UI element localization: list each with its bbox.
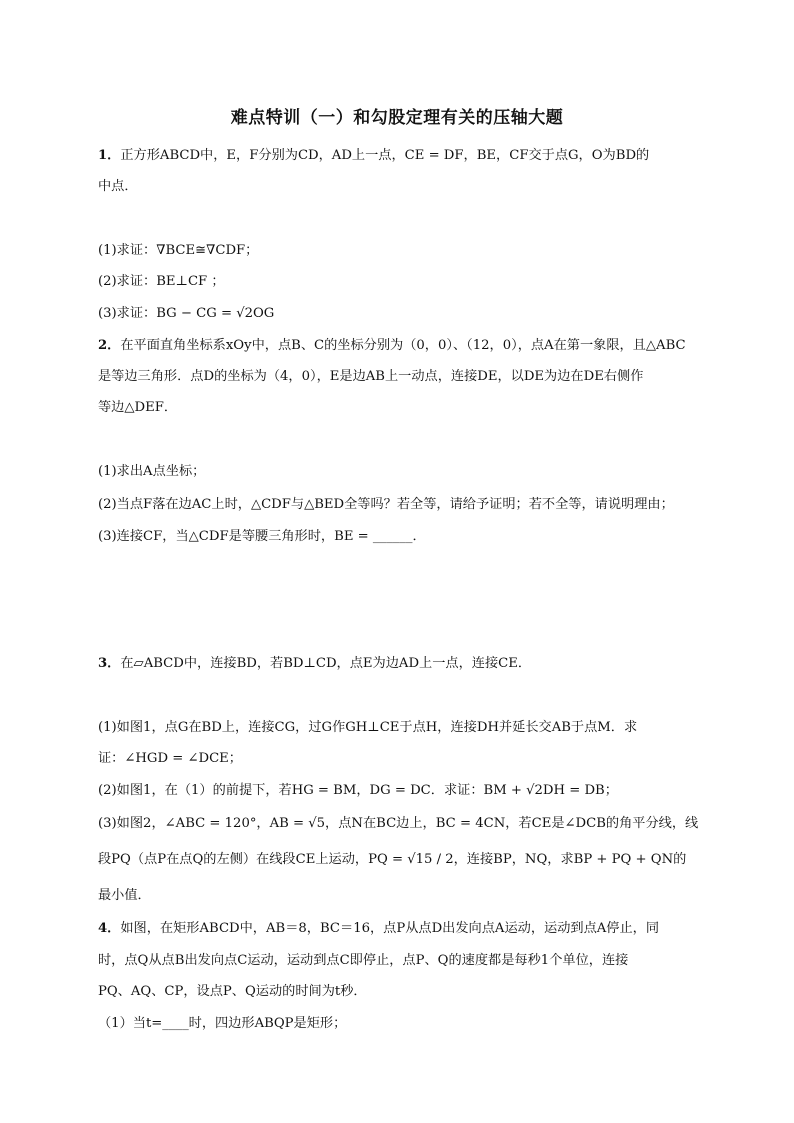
q3-part-3-cont: 段PQ（点P在点Q的左侧）在线段CE上运动，PQ = √15 / 2，连接BP，NQ，求BP + PQ + QN的 bbox=[98, 852, 687, 867]
q2-line-1 bbox=[98, 336, 702, 356]
q3-part-1-cont: 证：∠HGD = ∠DCE； bbox=[98, 751, 242, 766]
q1-line-1 bbox=[98, 146, 702, 166]
q1-text: 正方形ABCD中，E，F分别为CD，AD上一点，CE = DF，BE，CF交于点G，O为BD的 bbox=[120, 148, 650, 163]
q3-part-3-end: 最小值． bbox=[98, 888, 151, 903]
q3-part-3: (3)如图2，∠ABC = 120°，AB = √5，点N在BC边上，BC = 4CN，若CE是∠DCB的角平分线，线 bbox=[98, 816, 699, 831]
page-title: 难点特训（一）和勾股定理有关的压轴大题 bbox=[230, 108, 564, 128]
q4-text: 如图，在矩形ABCD中，AB＝8，BC＝16，点P从点D出发向点A运动，运动到点A停止，同 bbox=[120, 921, 660, 936]
q2-part-1: (1)求出A点坐标； bbox=[98, 464, 206, 479]
q1-part-3: (3)求证：BG − CG = √2OG bbox=[98, 306, 275, 321]
q4-line-2: 时，点Q从点B出发向点C运动，运动到点C即停止，点P、Q的速度都是每秒1个单位，连接 bbox=[98, 953, 629, 968]
q3-number: 3． bbox=[98, 656, 121, 671]
q1-part-2: (2)求证：BE⊥CF ； bbox=[98, 274, 225, 289]
q1-line-2: 中点． bbox=[98, 179, 138, 194]
q4-part-1: （1）当t=____时，四边形ABQP是矩形； bbox=[98, 1016, 347, 1031]
q3-part-2: (2)如图1，在（1）的前提下，若HG = BM，DG = DC．求证：BM + √2DH = DB； bbox=[98, 783, 618, 798]
q2-text: 在平面直角坐标系xOy中，点B、C的坐标分别为（0，0）、（12，0），点A在第一象限，且△ABC bbox=[120, 338, 686, 353]
q2-part-3: (3)连接CF，当△CDF是等腰三角形时，BE = ______． bbox=[98, 529, 426, 544]
q3-line-1 bbox=[98, 654, 702, 674]
q2-number: 2． bbox=[98, 338, 121, 353]
q4-line-3: PQ、AQ、CP，设点P、Q运动的时间为t秒． bbox=[98, 984, 367, 999]
q2-part-2: (2)当点F落在边AC上时，△CDF与△BED全等吗？若全等，请给予证明；若不全等，请说明理由； bbox=[98, 497, 674, 512]
q3-text: 在▱ABCD中，连接BD，若BD⊥CD，点E为边AD上一点，连接CE． bbox=[120, 656, 532, 671]
q4-number: 4． bbox=[98, 921, 121, 936]
q2-line-3: 等边△DEF． bbox=[98, 400, 178, 415]
q1-number: 1． bbox=[98, 148, 121, 163]
q3-part-1: (1)如图1，点G在BD上，连接CG，过G作GH⊥CE于点H，连接DH并延长交AB于点M．求 bbox=[98, 720, 638, 735]
q1-part-1: (1)求证：∇BCE≅∇CDF； bbox=[98, 243, 259, 258]
q4-line-1 bbox=[98, 919, 702, 939]
q2-line-2: 是等边三角形．点D的坐标为（4，0），E是边AB上一动点，连接DE，以DE为边在DE右侧作 bbox=[98, 369, 644, 384]
